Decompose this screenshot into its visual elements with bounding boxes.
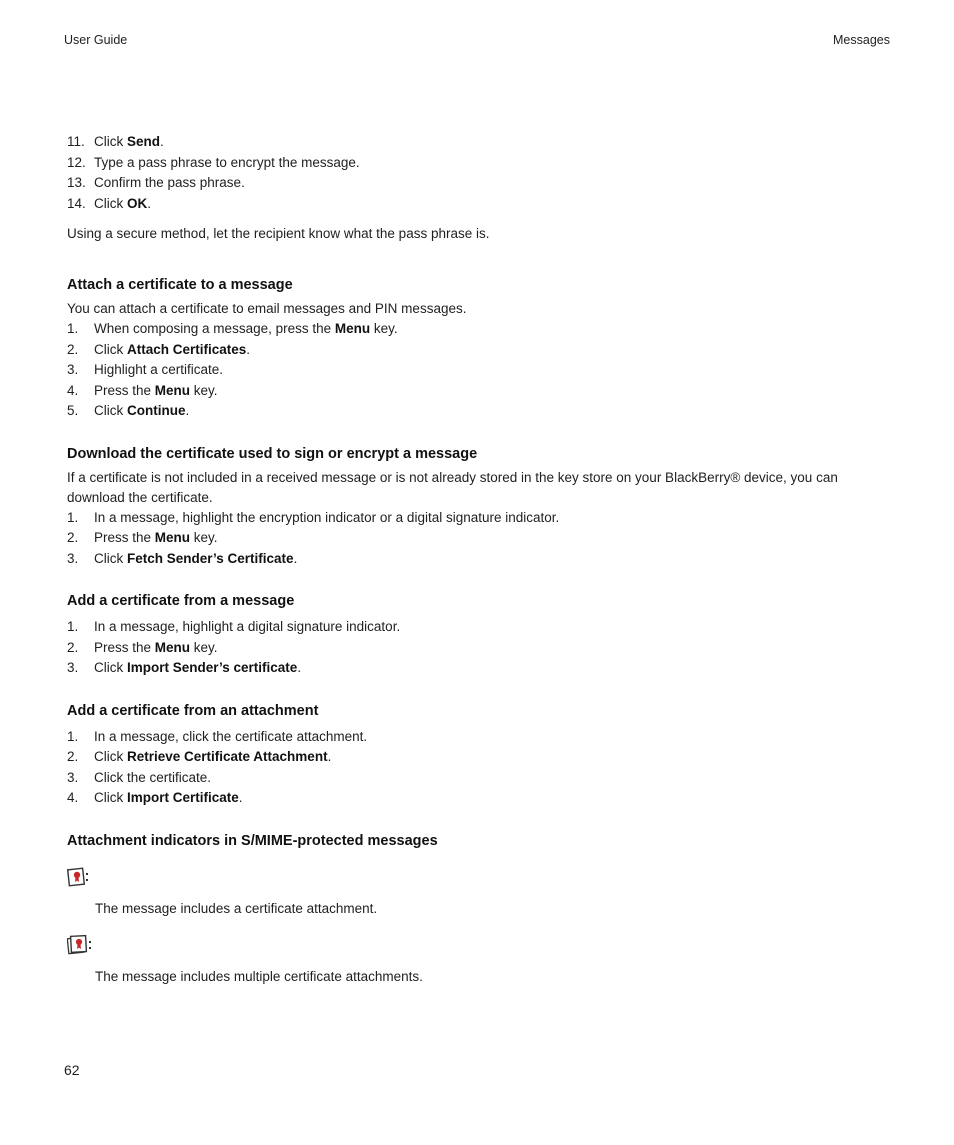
step-item: 4. Click Import Certificate.: [67, 790, 243, 805]
step-item: 3. Click Import Sender’s certificate.: [67, 660, 302, 675]
section-steps: [67, 319, 893, 422]
step-item: 14. Click OK.: [67, 195, 152, 211]
indicator-item: [67, 867, 893, 919]
section-heading: Add a certificate from an attachment: [67, 702, 319, 719]
step-item: 1. In a message, highlight a digital signature indicator.: [67, 619, 401, 634]
certificate-attachment-icon: [67, 866, 91, 893]
pass-phrase-note: Using a secure method, let the recipient know what the pass phrase is.: [67, 226, 490, 241]
section-intro: You can attach a certificate to email messages and PIN messages.: [67, 301, 467, 316]
section-add-from-attachment: [67, 701, 893, 809]
running-header-right: Messages: [833, 33, 890, 47]
indicator-description: The message includes a certificate attachment.: [95, 900, 378, 916]
step-item: 3. Highlight a certificate.: [67, 362, 224, 377]
section-download-certificate: [67, 444, 893, 570]
section-add-from-message: [67, 591, 893, 679]
step-item: 1. In a message, click the certificate attachment.: [67, 728, 368, 744]
step-item: 11. Click Send.: [67, 134, 164, 149]
running-header-left: User Guide: [64, 33, 128, 47]
step-item: 1. In a message, highlight the encryption indicator or a digital signature indicator.: [67, 509, 560, 525]
page-number: 62: [64, 1062, 80, 1078]
section-heading: Add a certificate from a message: [67, 593, 295, 609]
indicator-description: The message includes multiple certificate attachments.: [95, 968, 423, 984]
section-steps: [67, 617, 893, 679]
step-item: 1. When composing a message, press the Menu key.: [67, 321, 398, 336]
section-attach-certificate: [67, 275, 893, 422]
step-item: 4. Press the Menu key.: [67, 382, 218, 398]
section-intro: If a certificate is not included in a received message or is not already stored in the key store on your BlackBerry® device, you can download the certificate.: [67, 469, 838, 505]
step-item: 2. Press the Menu key.: [67, 639, 218, 655]
indicator-item: [67, 935, 893, 987]
step-item: 2. Click Attach Certificates.: [67, 341, 251, 357]
section-heading: Attach a certificate to a message: [67, 277, 293, 293]
section-heading: Download the certificate used to sign or encrypt a message: [67, 445, 478, 462]
step-item: 5. Click Continue.: [67, 403, 190, 418]
section-attachment-indicators: [67, 831, 893, 987]
step-item: 2. Click Retrieve Certificate Attachment.: [67, 749, 332, 764]
step-item: 3. Click Fetch Sender’s Certificate.: [67, 550, 298, 566]
section-heading: Attachment indicators in S/MIME-protected messages: [67, 832, 438, 849]
section-steps: [67, 727, 893, 809]
step-item: 12. Type a pass phrase to encrypt the message.: [67, 154, 360, 170]
step-item: 13. Confirm the pass phrase.: [67, 175, 245, 190]
step-item: 2. Press the Menu key.: [67, 530, 218, 545]
steps-top: [67, 132, 893, 214]
step-item: 3. Click the certificate.: [67, 769, 212, 785]
multiple-certificate-attachments-icon: [67, 934, 93, 961]
page-content: [67, 132, 893, 987]
section-steps: [67, 508, 893, 570]
